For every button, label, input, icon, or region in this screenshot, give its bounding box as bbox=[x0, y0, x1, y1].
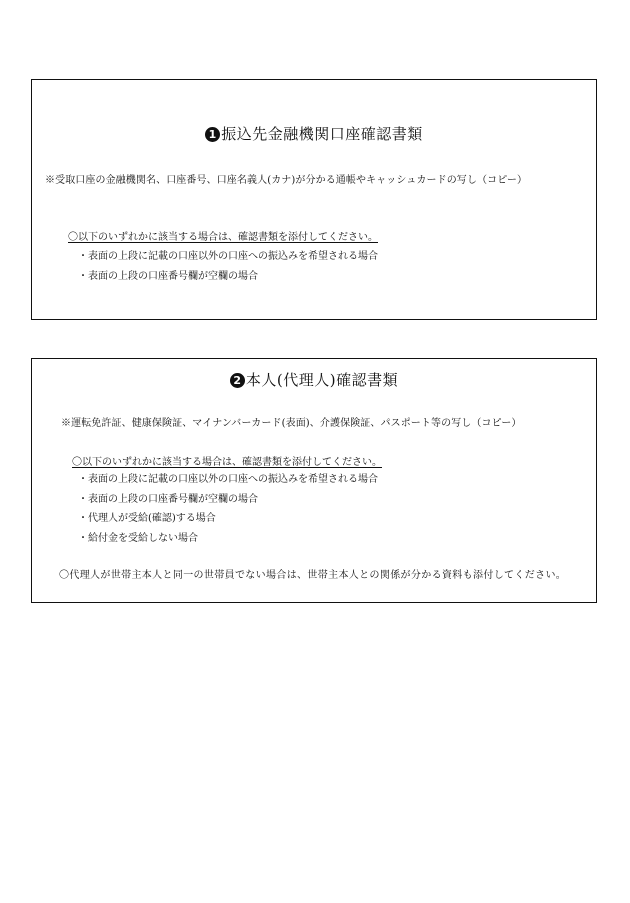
section-title-text: 振込先金融機関口座確認書類 bbox=[221, 125, 423, 143]
condition-list bbox=[78, 470, 378, 548]
condition-item: ・表面の上段に記載の口座以外の口座への振込みを希望される場合 bbox=[78, 251, 378, 262]
condition-item: ・給付金を受給しない場合 bbox=[78, 532, 198, 544]
condition-item: ・表面の上段に記載の口座以外の口座への振込みを希望される場合 bbox=[78, 474, 378, 485]
section-number-badge: 1 bbox=[205, 127, 220, 142]
section-number-badge: 2 bbox=[230, 373, 245, 388]
document-note: ※運転免許証、健康保険証、マイナンバーカード(表面)、介護保険証、パスポート等の写し（コピー） bbox=[61, 418, 522, 429]
condition-item: ・代理人が受給(確認)する場合 bbox=[78, 513, 216, 524]
section-title bbox=[32, 124, 596, 144]
proxy-relationship-note: 〇代理人が世帯主本人と同一の世帯員でない場合は、世帯主本人との関係が分かる資料も添付してください。 bbox=[59, 570, 567, 581]
identity-documents-section bbox=[31, 358, 597, 603]
section-title bbox=[32, 370, 596, 390]
condition-item: ・表面の上段の口座番号欄が空欄の場合 bbox=[78, 493, 258, 505]
condition-item: ・表面の上段の口座番号欄が空欄の場合 bbox=[78, 270, 258, 282]
attachment-condition: 〇以下のいずれかに該当する場合は、確認書類を添付してください。 bbox=[68, 232, 378, 243]
document-note: ※受取口座の金融機関名、口座番号、口座名義人(カナ)が分かる通帳やキャッシュカードの写し（コピー） bbox=[45, 175, 528, 186]
attachment-condition: 〇以下のいずれかに該当する場合は、確認書類を添付してください。 bbox=[72, 457, 382, 468]
section-title-text: 本人(代理人)確認書類 bbox=[245, 371, 399, 389]
bank-account-documents-section bbox=[31, 79, 597, 320]
condition-list bbox=[78, 247, 378, 286]
